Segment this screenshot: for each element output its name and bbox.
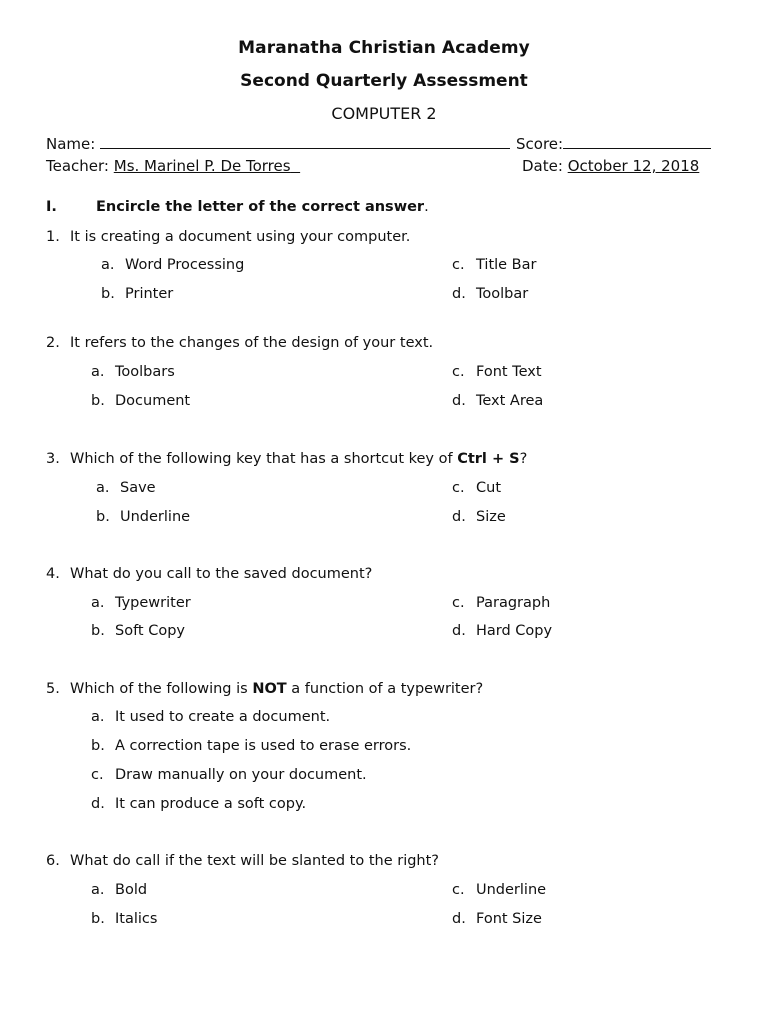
shortcut-key: Ctrl + S: [457, 451, 520, 467]
option-4d[interactable]: d. Hard Copy: [452, 623, 553, 639]
score-row: [516, 134, 711, 153]
option-3b[interactable]: b. Underline: [96, 509, 191, 525]
question-text: It is creating a document using your computer.: [70, 229, 411, 245]
section-number: I.: [46, 199, 57, 215]
option-4a[interactable]: a. Typewriter: [91, 595, 191, 611]
option-2c[interactable]: c. Font Text: [452, 364, 542, 380]
not-emphasis: NOT: [252, 681, 287, 697]
option-3a[interactable]: a. Save: [96, 480, 156, 496]
exam-title: Second Quarterly Assessment: [240, 71, 528, 91]
name-label: Name:: [46, 135, 96, 153]
name-blank[interactable]: [100, 134, 510, 149]
question-2: 2. It refers to the changes of the design of your text.: [46, 335, 434, 351]
option-3d[interactable]: d. Size: [452, 509, 506, 525]
option-6b[interactable]: b. Italics: [91, 911, 158, 927]
question-3: 3. Which of the following key that has a shortcut key of Ctrl + S?: [46, 451, 528, 467]
school-name: Maranatha Christian Academy: [238, 38, 530, 58]
option-1c[interactable]: c. Title Bar: [452, 257, 537, 273]
instruction-text: Encircle the letter of the correct answer: [96, 199, 425, 215]
question-5: 5. Which of the following is NOT a function of a typewriter?: [46, 681, 484, 697]
option-4b[interactable]: b. Soft Copy: [91, 623, 186, 639]
option-1a[interactable]: a. Word Processing: [101, 257, 245, 273]
date-row: [522, 157, 699, 175]
option-3c[interactable]: c. Cut: [452, 480, 501, 496]
question-text: What do call if the text will be slanted to the right?: [70, 853, 439, 869]
question-6: 6. What do call if the text will be slanted to the right?: [46, 853, 439, 869]
option-5c[interactable]: c. Draw manually on your document.: [91, 767, 367, 783]
option-6d[interactable]: d. Font Size: [452, 911, 542, 927]
date-value: October 12, 2018: [567, 157, 700, 175]
option-5a[interactable]: a. It used to create a document.: [91, 709, 331, 725]
option-4c[interactable]: c. Paragraph: [452, 595, 551, 611]
option-2b[interactable]: b. Document: [91, 393, 191, 409]
option-6a[interactable]: a. Bold: [91, 882, 148, 898]
question-1: 1. It is creating a document using your computer.: [46, 229, 411, 245]
name-row: [46, 134, 510, 153]
question-text: What do you call to the saved document?: [70, 566, 373, 582]
date-label: Date:: [522, 157, 563, 175]
option-5d[interactable]: d. It can produce a soft copy.: [91, 796, 307, 812]
question-4: 4. What do you call to the saved document?: [46, 566, 373, 582]
teacher-row: [46, 157, 300, 175]
score-blank[interactable]: [563, 134, 711, 149]
section-instruction: I. Encircle the letter of the correct answer.: [46, 199, 429, 215]
question-text: It refers to the changes of the design of your text.: [70, 335, 434, 351]
option-2d[interactable]: d. Text Area: [452, 393, 544, 409]
teacher-value: Ms. Marinel P. De Torres: [113, 157, 291, 175]
option-1d[interactable]: d. Toolbar: [452, 286, 529, 302]
teacher-label: Teacher:: [46, 157, 109, 175]
option-5b[interactable]: b. A correction tape is used to erase errors.: [91, 738, 412, 754]
score-label: Score:: [516, 135, 564, 153]
option-2a[interactable]: a. Toolbars: [91, 364, 175, 380]
option-1b[interactable]: b. Printer: [101, 286, 174, 302]
subject-title: COMPUTER 2: [331, 104, 437, 123]
option-6c[interactable]: c. Underline: [452, 882, 547, 898]
